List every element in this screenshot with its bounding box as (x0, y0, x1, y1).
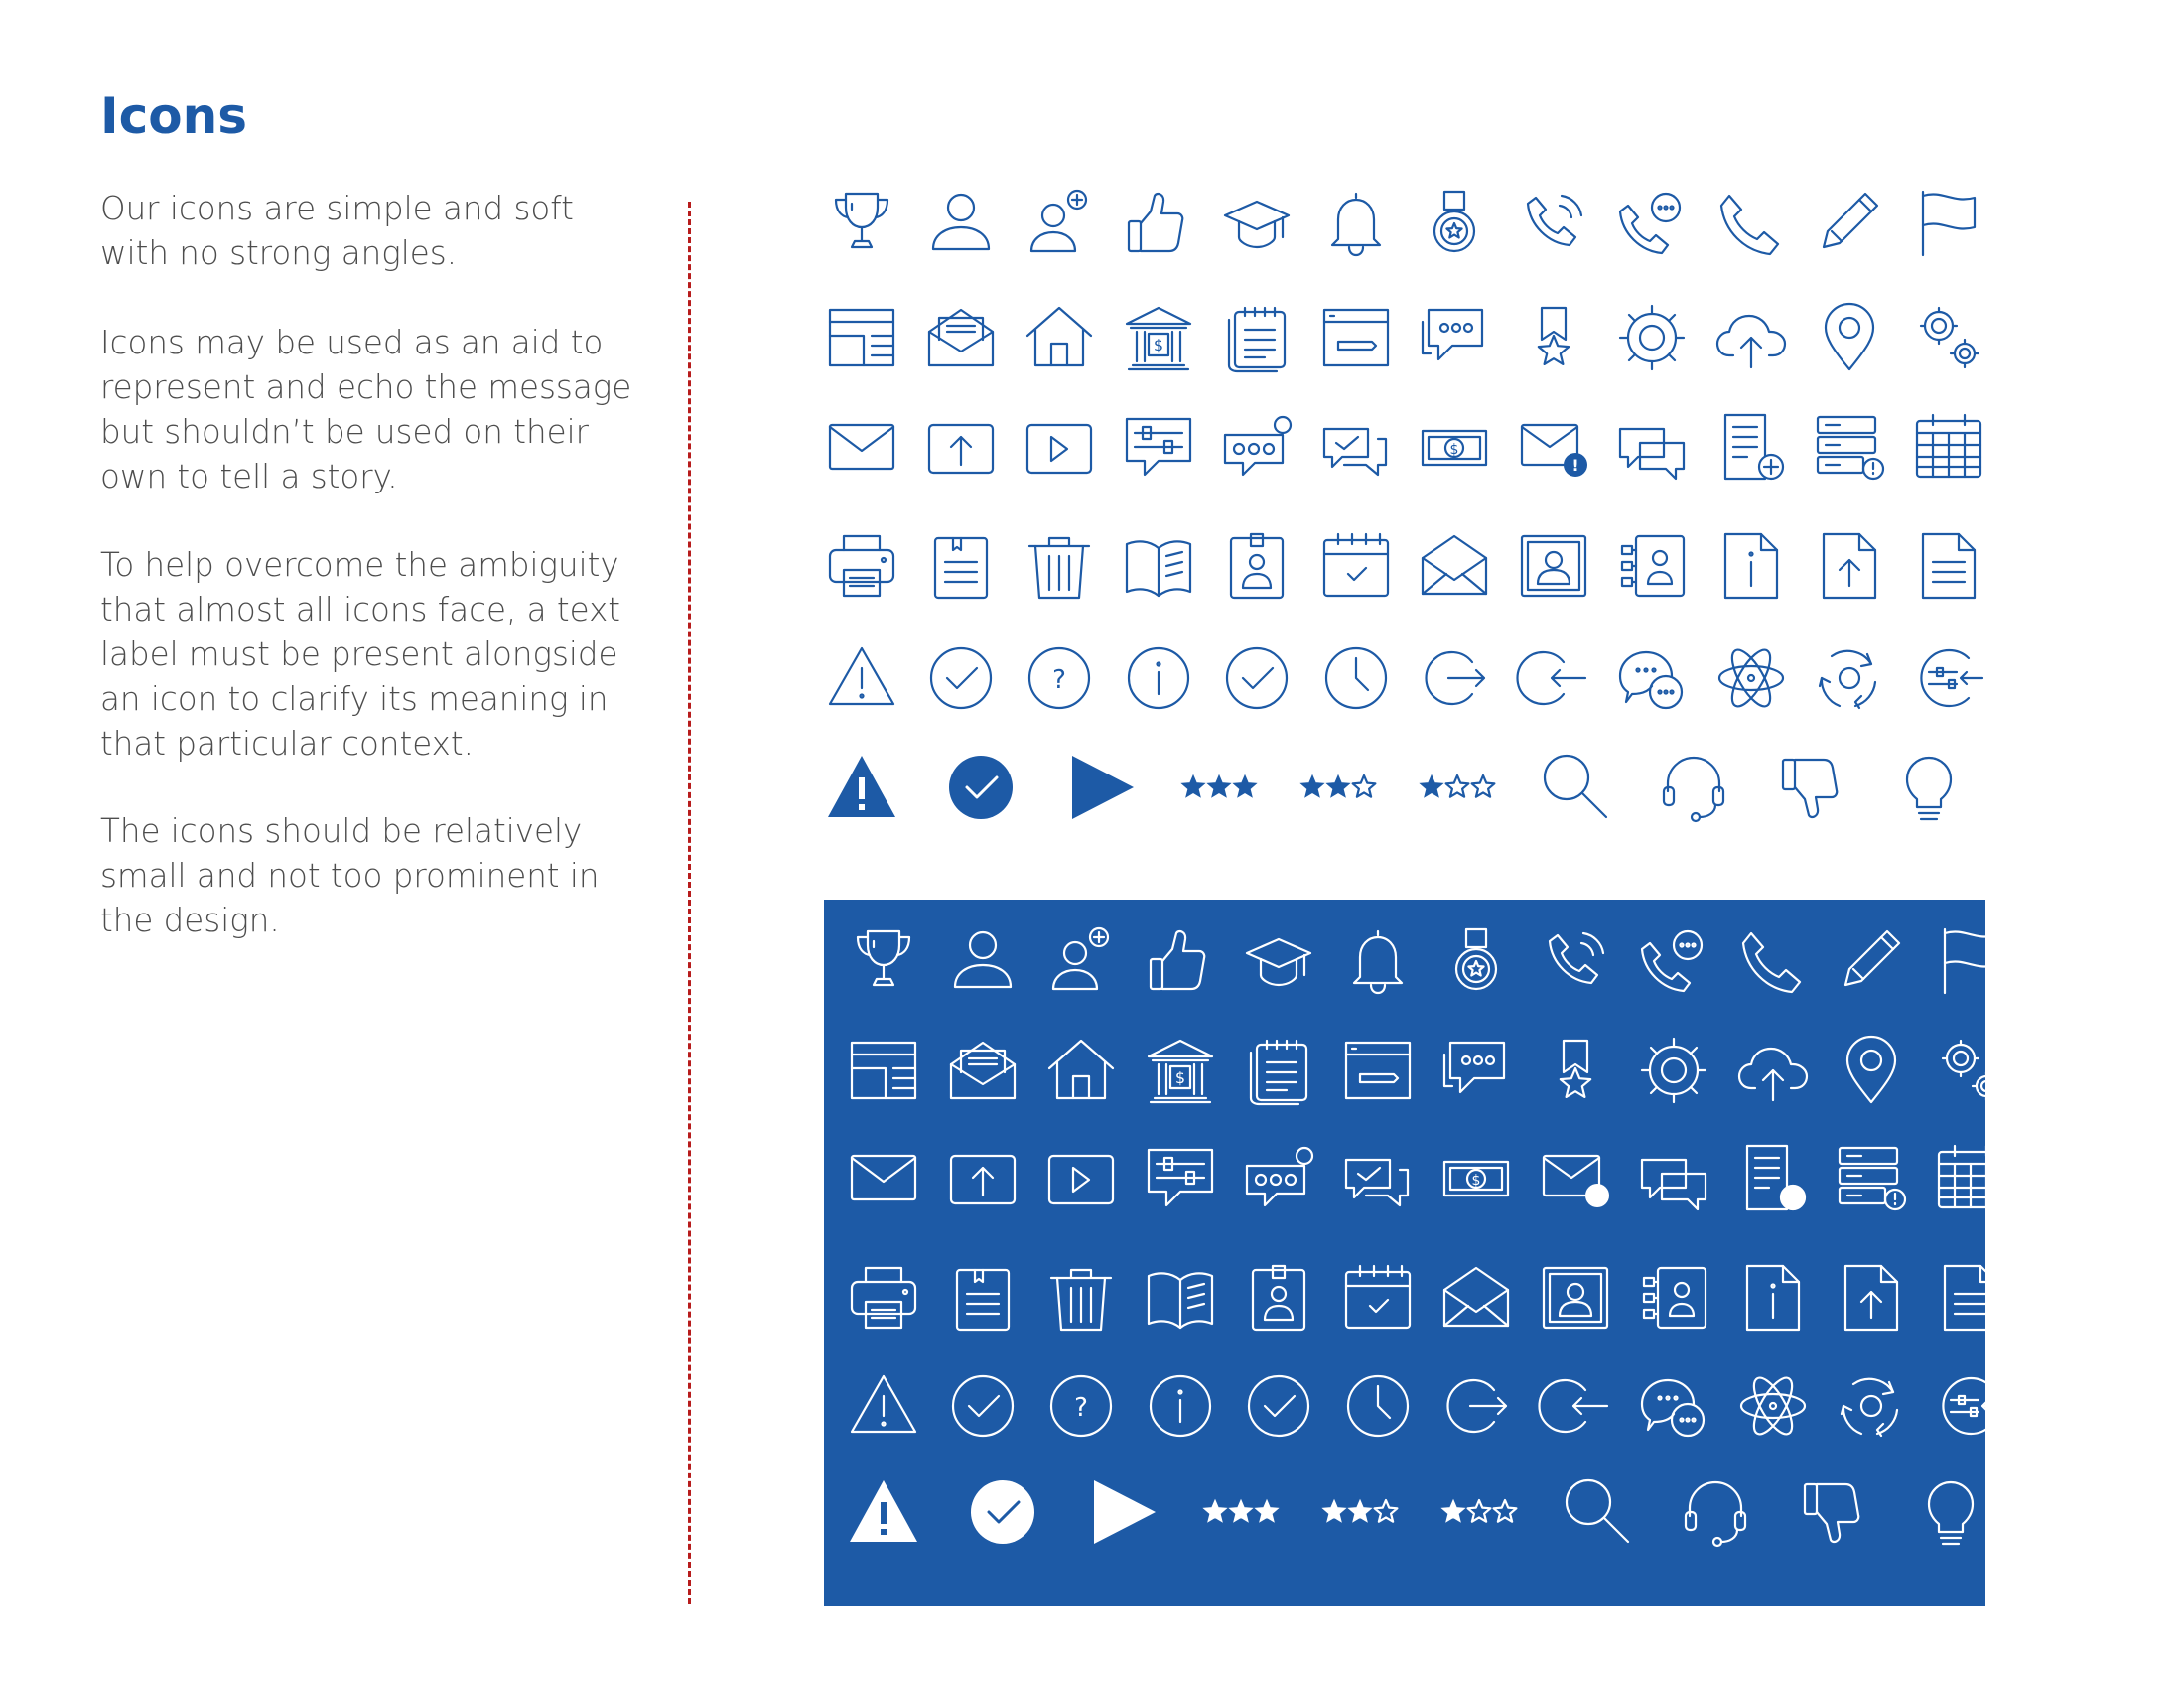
bank-icon (1119, 298, 1198, 377)
book-icon (1119, 526, 1198, 606)
upload-document-icon (1810, 526, 1889, 606)
pencil-icon (1832, 921, 1911, 1001)
open-envelope-icon (1415, 526, 1494, 606)
upload-document-icon (1832, 1258, 1911, 1337)
help-circle-icon (1020, 638, 1099, 718)
contact-card-icon (1514, 526, 1593, 606)
home-icon (1020, 298, 1099, 377)
award-ribbon-icon (1514, 298, 1593, 377)
login-icon (1514, 638, 1593, 718)
user-icon (921, 184, 1001, 263)
check-filled-icon (963, 1473, 1042, 1552)
exchange-icon (1931, 1366, 2010, 1446)
phone-chat-icon (1634, 921, 1713, 1001)
play-filled-icon (1060, 748, 1140, 827)
bell-icon (1316, 184, 1396, 263)
document-icon (1931, 1258, 2010, 1337)
info-circle-icon (1119, 638, 1198, 718)
check-filled-icon (941, 748, 1021, 827)
notepad-icon (1217, 298, 1297, 377)
thumbs-up-icon (1141, 921, 1220, 1001)
svg-text:$: $ (1153, 336, 1163, 354)
refresh-cycle-icon (1810, 638, 1889, 718)
chat-bubble-icon (1436, 1031, 1516, 1110)
phone-icon (1711, 184, 1791, 263)
dashed-divider (688, 202, 691, 1604)
atom-icon (1733, 1366, 1813, 1446)
chat-check-icon (1316, 407, 1396, 487)
bank-icon (1141, 1031, 1220, 1110)
two-stars-icon (1298, 748, 1378, 827)
printer-icon (822, 526, 901, 606)
trash-icon (1020, 526, 1099, 606)
lightbulb-icon (1889, 748, 1969, 827)
upload-box-icon (921, 407, 1001, 487)
notepad-icon (1239, 1031, 1318, 1110)
info-circle-icon (1141, 1366, 1220, 1446)
intro-paragraph: Our icons are simple and soft with no strong angles. (100, 190, 574, 272)
open-envelope-icon (1436, 1258, 1516, 1337)
phone-ringing-icon (1514, 184, 1593, 263)
graduation-cap-icon (1217, 184, 1297, 263)
printer-icon (844, 1258, 923, 1337)
org-chart-icon (1634, 1258, 1713, 1337)
trophy-icon (822, 184, 901, 263)
login-icon (1536, 1366, 1615, 1446)
size-guidance-paragraph: The icons should be relatively small and not too prominent in the design. (100, 812, 600, 939)
svg-text:!: ! (1592, 1187, 1601, 1205)
trash-icon (1041, 1258, 1121, 1337)
home-icon (1041, 1031, 1121, 1110)
icon-grid-on-blue (824, 900, 1985, 1606)
calendar-grid-icon (1931, 1138, 2010, 1217)
icon-grid-on-white (822, 184, 1985, 889)
clock-icon (1316, 638, 1396, 718)
conversation-icon (1612, 407, 1692, 487)
check-circle-icon (943, 1366, 1023, 1446)
exchange-icon (1909, 638, 1988, 718)
id-badge-icon (1239, 1258, 1318, 1337)
envelope-icon (844, 1138, 923, 1217)
open-mail-icon (943, 1031, 1023, 1110)
headset-icon (1654, 748, 1733, 827)
cloud-upload-icon (1711, 298, 1791, 377)
document-add-icon (1711, 407, 1791, 487)
gears-icon (1931, 1031, 2010, 1110)
chat-bubble-icon (1415, 298, 1494, 377)
search-icon (1557, 1473, 1636, 1552)
clipboard-icon (943, 1258, 1023, 1337)
flag-icon (1931, 921, 2010, 1001)
trophy-icon (844, 921, 923, 1001)
browser-window-icon (1338, 1031, 1418, 1110)
info-document-icon (1711, 526, 1791, 606)
three-stars-icon (1179, 748, 1259, 827)
medal-icon (1415, 184, 1494, 263)
phone-ringing-icon (1536, 921, 1615, 1001)
add-user-icon (1041, 921, 1121, 1001)
add-user-icon (1020, 184, 1099, 263)
warning-filled-icon (844, 1473, 923, 1552)
book-icon (1141, 1258, 1220, 1337)
award-ribbon-icon (1536, 1031, 1615, 1110)
warning-icon (822, 638, 901, 718)
location-pin-icon (1832, 1031, 1911, 1110)
thumbs-up-icon (1119, 184, 1198, 263)
id-badge-icon (1217, 526, 1297, 606)
contact-card-icon (1536, 1258, 1615, 1337)
gear-icon (1634, 1031, 1713, 1110)
mail-alert-icon (1514, 407, 1593, 487)
flag-icon (1909, 184, 1988, 263)
check-circle-icon (1239, 1366, 1318, 1446)
medal-icon (1436, 921, 1516, 1001)
chat-notification-icon (1239, 1138, 1318, 1217)
help-circle-icon (1041, 1366, 1121, 1446)
server-alert-icon (1832, 1138, 1911, 1217)
clipboard-icon (921, 526, 1001, 606)
search-icon (1535, 748, 1614, 827)
check-circle-icon (1217, 638, 1297, 718)
logout-icon (1436, 1366, 1516, 1446)
two-stars-icon (1320, 1473, 1400, 1552)
play-filled-icon (1082, 1473, 1161, 1552)
chat-check-icon (1338, 1138, 1418, 1217)
layout-icon (822, 298, 901, 377)
sliders-chat-icon (1141, 1138, 1220, 1217)
pencil-icon (1810, 184, 1889, 263)
lightbulb-icon (1911, 1473, 1990, 1552)
conversation-icon (1634, 1138, 1713, 1217)
video-play-icon (1041, 1138, 1121, 1217)
svg-text:$: $ (1449, 442, 1459, 458)
three-stars-icon (1201, 1473, 1281, 1552)
document-add-icon (1733, 1138, 1813, 1217)
mail-alert-icon (1536, 1138, 1615, 1217)
server-alert-icon (1810, 407, 1889, 487)
svg-text:$: $ (1174, 1068, 1185, 1087)
document-icon (1909, 526, 1988, 606)
chat-bubbles-icon (1634, 1366, 1713, 1446)
calendar-check-icon (1338, 1258, 1418, 1337)
svg-text:!: ! (1570, 456, 1579, 475)
calendar-grid-icon (1909, 407, 1988, 487)
logout-icon (1415, 638, 1494, 718)
phone-icon (1733, 921, 1813, 1001)
money-icon (1436, 1138, 1516, 1217)
thumbs-down-icon (1795, 1473, 1874, 1552)
thumbs-down-icon (1773, 748, 1852, 827)
clock-icon (1338, 1366, 1418, 1446)
location-pin-icon (1810, 298, 1889, 377)
cloud-upload-icon (1733, 1031, 1813, 1110)
calendar-check-icon (1316, 526, 1396, 606)
atom-icon (1711, 638, 1791, 718)
check-circle-icon (921, 638, 1001, 718)
info-document-icon (1733, 1258, 1813, 1337)
svg-text:?: ? (1052, 665, 1066, 695)
layout-icon (844, 1031, 923, 1110)
page-title: Icons (100, 87, 247, 145)
gear-icon (1612, 298, 1692, 377)
graduation-cap-icon (1239, 921, 1318, 1001)
usage-paragraph: Icons may be used as an aid to represent and echo the message but shouldn’t be used on their own to tell a story. (100, 324, 632, 495)
envelope-icon (822, 407, 901, 487)
label-guidance-paragraph: To help overcome the ambiguity that almost all icons face, a text label must be present alongside an icon to clarify its meaning in that particular context. (100, 546, 621, 763)
sliders-chat-icon (1119, 407, 1198, 487)
headset-icon (1676, 1473, 1755, 1552)
warning-icon (844, 1366, 923, 1446)
chat-bubbles-icon (1612, 638, 1692, 718)
open-mail-icon (921, 298, 1001, 377)
svg-text:$: $ (1471, 1173, 1481, 1189)
warning-filled-icon (822, 748, 901, 827)
org-chart-icon (1612, 526, 1692, 606)
one-star-icon (1439, 1473, 1519, 1552)
gears-icon (1909, 298, 1988, 377)
one-star-icon (1418, 748, 1497, 827)
video-play-icon (1020, 407, 1099, 487)
browser-window-icon (1316, 298, 1396, 377)
svg-text:?: ? (1074, 1393, 1088, 1423)
chat-notification-icon (1217, 407, 1297, 487)
money-icon (1415, 407, 1494, 487)
user-icon (943, 921, 1023, 1001)
upload-box-icon (943, 1138, 1023, 1217)
bell-icon (1338, 921, 1418, 1001)
refresh-cycle-icon (1832, 1366, 1911, 1446)
phone-chat-icon (1612, 184, 1692, 263)
